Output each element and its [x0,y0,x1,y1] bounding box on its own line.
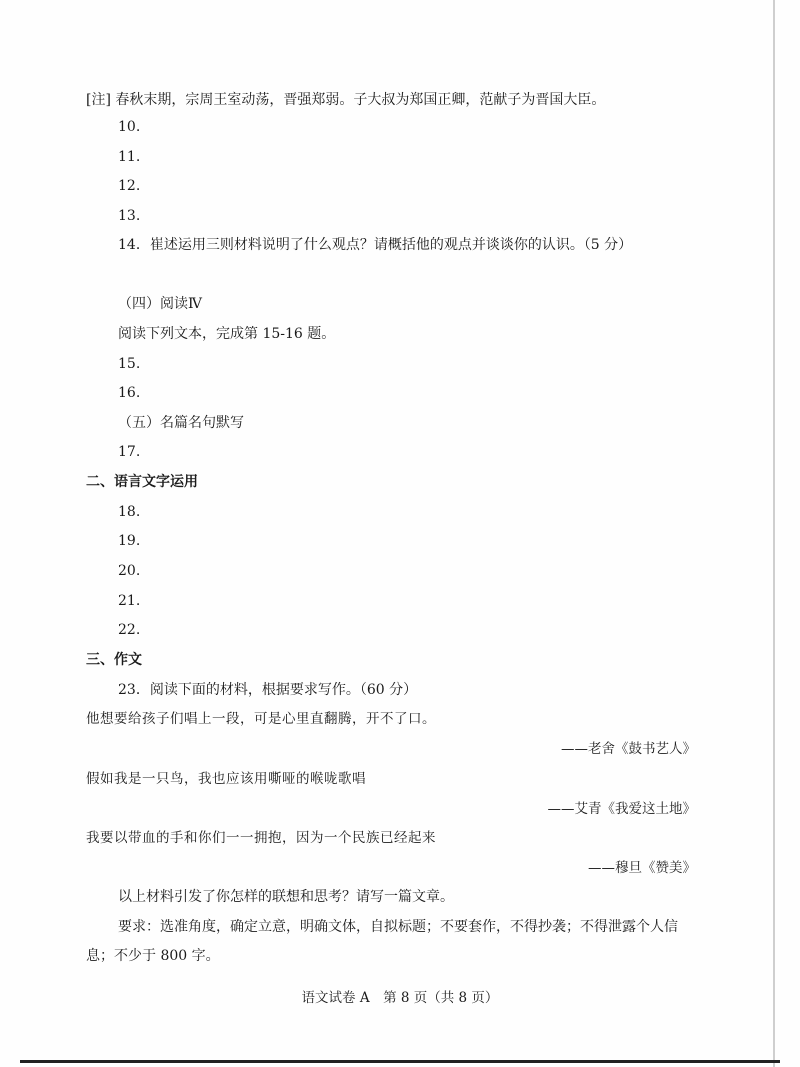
question-number-18: 18. [118,504,141,520]
question-number-19: 19. [118,533,141,549]
annotation-note: [注] 春秋末期，宗周王室动荡，晋强郑弱。子大叔为郑国正卿，范献子为晋国大臣。 [86,92,606,108]
material-quote-2: 假如我是一只鸟，我也应该用嘶哑的喉咙歌唱 [86,771,366,787]
writing-prompt: 以上材料引发了你怎样的联想和思考？请写一篇文章。 [118,889,454,905]
section-4-instruction: 阅读下列文本，完成第 15-16 题。 [118,326,336,342]
material-attribution-3: ——穆旦《赞美》 [588,860,696,876]
question-number-12: 12. [118,178,141,194]
question-number-22: 22. [118,622,141,638]
page-bottom-border [20,1060,780,1063]
material-quote-1: 他想要给孩子们唱上一段，可是心里直翻腾，开不了口。 [86,711,436,727]
material-attribution-1: ——老舍《鼓书艺人》 [561,741,696,757]
part-3-heading: 三、作文 [86,652,142,668]
question-number-20: 20. [118,563,141,579]
question-number-13: 13. [118,208,141,224]
part-2-heading: 二、语言文字运用 [86,474,198,490]
material-attribution-2: ——艾青《我爱这土地》 [547,801,696,817]
writing-requirements-line-1: 要求：选准角度，确定立意，明确文体，自拟标题；不要套作，不得抄袭；不得泄露个人信 [118,919,678,935]
section-5-heading: （五）名篇名句默写 [118,415,244,431]
question-number-10: 10. [118,119,141,135]
question-number-15: 15. [118,356,141,372]
question-23: 23．阅读下面的材料，根据要求写作。（60 分） [118,682,418,698]
question-number-11: 11. [118,149,141,165]
question-number-16: 16. [118,385,141,401]
section-4-heading: （四）阅读Ⅳ [118,296,202,312]
question-number-21: 21. [118,593,141,609]
page-right-border [773,0,775,1067]
material-quote-3: 我要以带血的手和你们一一拥抱，因为一个民族已经起来 [86,830,436,846]
question-number-17: 17. [118,444,141,460]
writing-requirements-line-2: 息；不少于 800 字。 [86,948,220,964]
page-footer: 语文试卷 A 第 8 页（共 8 页） [301,990,499,1006]
question-14: 14．崔述运用三则材料说明了什么观点？请概括他的观点并谈谈你的认识。（5 分） [118,237,633,253]
